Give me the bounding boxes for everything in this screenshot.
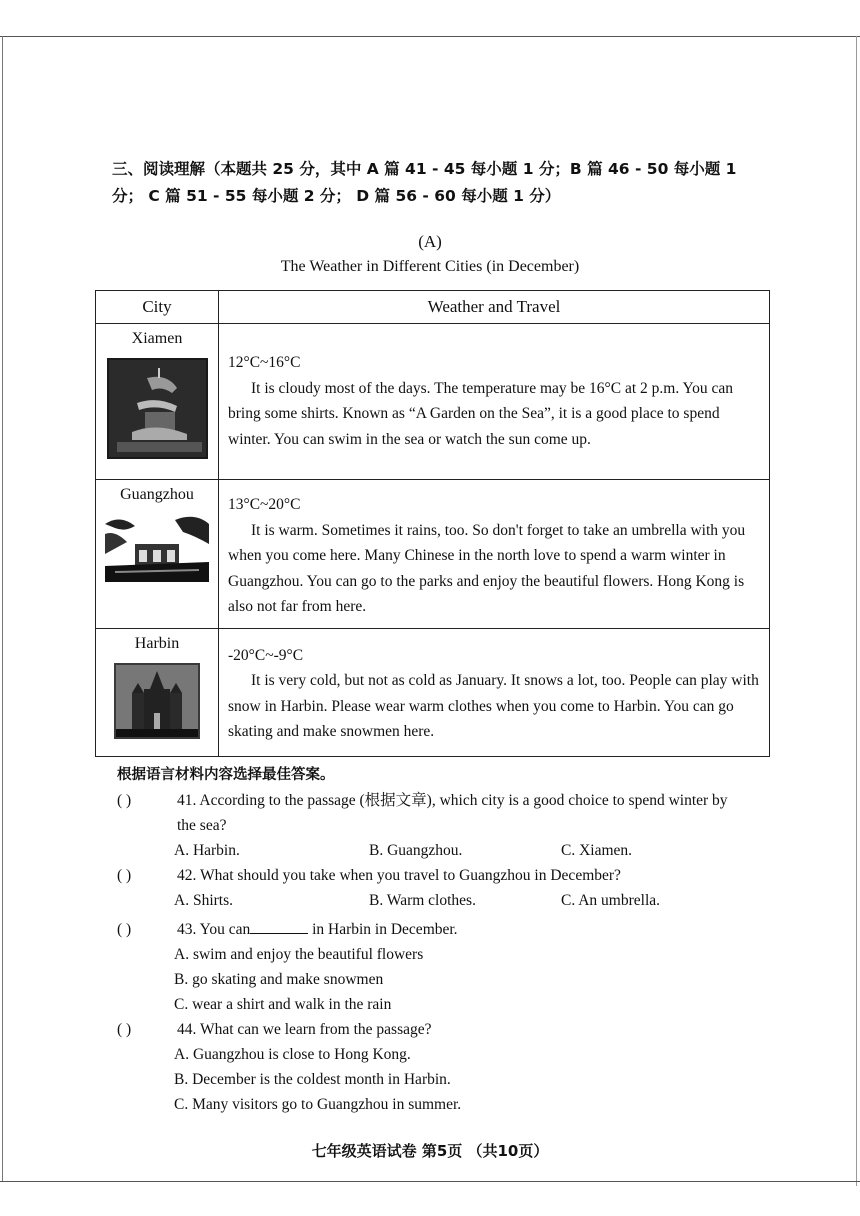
guangzhou-photo: [105, 514, 209, 582]
temperature-range: 13°C~20°C: [228, 496, 301, 513]
answer-blank[interactable]: ( ): [117, 792, 132, 809]
city-name: Xiamen: [131, 330, 183, 347]
question-stem: 43. You can: [177, 921, 251, 938]
section-header: 三、阅读理解（本题共 25 分，其中 A 篇 41 - 45 每小题 1 分；B 篇 46 - 50 每小题 1 分； C 篇 51 - 55 每小题 2 分； D 篇 56 - 60 每小题 1 分）: [112, 160, 737, 205]
answer-blank[interactable]: ( ): [117, 867, 132, 884]
question-stem: 41. According to the passage (根据文章), which city is a good choice to spend winter by: [177, 792, 728, 809]
weather-description: It is very cold, but not as cold as January. It snows a lot, too. People can play with snow in Harbin. Please wear warm clothes when you come to Harbin. You can go skating and make snowmen here.: [228, 672, 759, 740]
weather-info-cell: [219, 480, 770, 629]
page-footer: 七年级英语试卷 第5页 （共10页）: [311, 1142, 549, 1160]
temperature-range: -20°C~-9°C: [228, 646, 304, 664]
page-border-right: [856, 36, 857, 1186]
question-44: [117, 1017, 777, 1042]
page-border-top: [0, 36, 860, 37]
option-b: B. Warm clothes.: [369, 892, 476, 909]
page-border-bottom: [0, 1181, 860, 1182]
question-41: [117, 788, 777, 813]
weather-info-cell: [219, 628, 770, 756]
questions-section: [117, 763, 777, 1117]
option-c: C. Many visitors go to Guangzhou in summer.: [174, 1096, 462, 1113]
answer-blank[interactable]: ( ): [117, 1021, 132, 1038]
question-stem-end: in Harbin in December.: [312, 921, 458, 938]
question-stem-continued: the sea?: [177, 817, 227, 834]
table-row: [96, 324, 770, 480]
passage-label: (A): [418, 232, 442, 251]
options-row: [117, 888, 777, 913]
option-a: A. swim and enjoy the beautiful flowers: [174, 946, 424, 963]
passage-title: The Weather in Different Cities (in December): [280, 258, 580, 275]
question-43: [117, 917, 777, 942]
option-c: C. An umbrella.: [561, 892, 661, 909]
question-stem: 44. What can we learn from the passage?: [177, 1021, 432, 1038]
option-c: C. wear a shirt and walk in the rain: [174, 996, 392, 1013]
option-b: B. December is the coldest month in Harbin.: [174, 1071, 451, 1088]
fill-in-blank[interactable]: [250, 919, 308, 934]
instruction: 根据语言材料内容选择最佳答案。: [117, 767, 335, 783]
weather-info-cell: [219, 324, 770, 480]
city-cell: [96, 628, 219, 756]
option-b: B. Guangzhou.: [369, 842, 463, 859]
xiamen-photo: [107, 358, 208, 459]
city-cell: [96, 324, 219, 480]
weather-table: [95, 290, 770, 757]
weather-description: It is warm. Sometimes it rains, too. So don't forget to take an umbrella with you when you come here. Many Chinese in the north love to spend a warm winter in Guangzhou. You can go to the parks and enjoy the beautiful flowers. Hong Kong is also not far from here.: [228, 521, 746, 615]
options-row: [117, 838, 777, 863]
option-a: A. Harbin.: [174, 842, 240, 859]
city-name: Harbin: [134, 634, 180, 652]
option-a: A. Guangzhou is close to Hong Kong.: [174, 1046, 411, 1063]
table-row: [96, 628, 770, 756]
option-a: A. Shirts.: [174, 892, 233, 909]
option-c: C. Xiamen.: [561, 842, 633, 859]
option-b: B. go skating and make snowmen: [174, 971, 384, 988]
answer-blank[interactable]: ( ): [117, 921, 132, 938]
table-header-row: [96, 291, 770, 324]
weather-description: It is cloudy most of the days. The temperature may be 16°C at 2 p.m. You can bring some shirts. Known as “A Garden on the Sea”, it is a good place to spend winter. You can swim in the sea or watch the sun come up.: [228, 379, 734, 448]
table-row: [96, 480, 770, 629]
column-header-weather: Weather and Travel: [219, 291, 770, 324]
temperature-range: 12°C~16°C: [228, 354, 301, 371]
city-name: Guangzhou: [120, 486, 194, 503]
question-stem: 42. What should you take when you travel to Guangzhou in December?: [177, 867, 621, 884]
column-header-city: City: [96, 291, 219, 324]
page-border-left: [2, 36, 3, 1181]
harbin-photo: [114, 663, 200, 739]
city-cell: [96, 480, 219, 629]
question-42: [117, 863, 777, 888]
